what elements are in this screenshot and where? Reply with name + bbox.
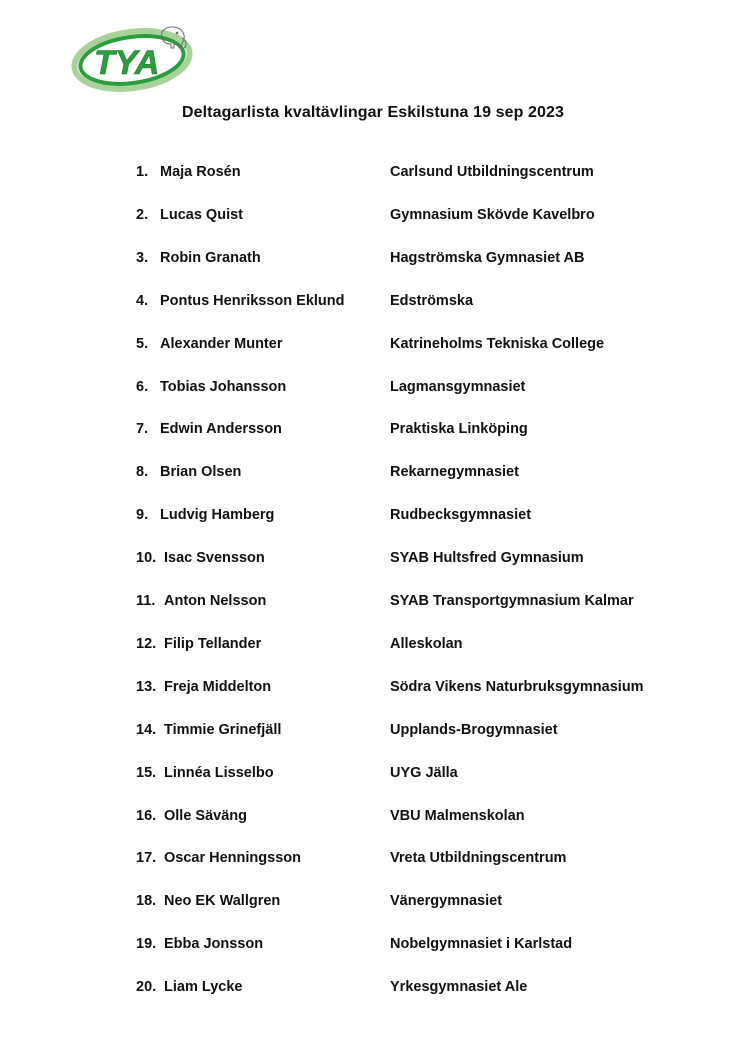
participant-number: 9. bbox=[136, 507, 149, 524]
participant-school: Vänergymnasiet bbox=[390, 893, 503, 910]
participant-row bbox=[0, 290, 746, 312]
participant-row bbox=[0, 805, 746, 827]
participant-school: Edströmska bbox=[390, 292, 474, 309]
participant-number: 3. bbox=[136, 249, 149, 266]
participant-name: Robin Granath bbox=[160, 249, 261, 266]
tya-logo-text: TYA bbox=[94, 44, 160, 82]
participant-school: Vreta Utbildningscentrum bbox=[390, 850, 567, 867]
participant-row bbox=[0, 161, 746, 183]
participant-number: 10. bbox=[136, 550, 157, 567]
participant-number: 14. bbox=[136, 721, 157, 738]
participant-school: Katrineholms Tekniska College bbox=[390, 335, 605, 352]
participant-row bbox=[0, 333, 746, 355]
tya-logo bbox=[70, 18, 198, 94]
participant-row bbox=[0, 418, 746, 440]
participant-school: Rudbecksgymnasiet bbox=[390, 507, 532, 524]
participant-number: 18. bbox=[136, 893, 157, 910]
participant-school: Lagmansgymnasiet bbox=[390, 378, 526, 395]
participant-number: 1. bbox=[136, 164, 149, 180]
participant-school: Södra Vikens Naturbruksgymnasium bbox=[390, 678, 644, 695]
participant-name: Tobias Johansson bbox=[160, 378, 287, 395]
participant-number: 5. bbox=[136, 335, 149, 352]
participant-school: Rekarnegymnasiet bbox=[390, 464, 519, 481]
participant-number: 19. bbox=[136, 936, 157, 953]
participant-school: VBU Malmenskolan bbox=[390, 807, 525, 824]
participant-name: Lucas Quist bbox=[160, 206, 243, 223]
participant-row bbox=[0, 504, 746, 526]
participant-name: Isac Svensson bbox=[164, 550, 265, 567]
participant-name: Linnéa Lisselbo bbox=[164, 764, 274, 781]
participant-school: Carlsund Utbildningscentrum bbox=[390, 164, 594, 180]
participant-row bbox=[0, 247, 746, 269]
participant-name: Oscar Henningsson bbox=[164, 850, 301, 867]
participant-name: Olle Säväng bbox=[164, 807, 248, 824]
tya-logo-graphic bbox=[70, 18, 198, 94]
participant-name: Maja Rosén bbox=[160, 164, 241, 180]
participant-row bbox=[0, 461, 746, 483]
participant-name: Timmie Grinefjäll bbox=[164, 721, 282, 738]
participant-number: 4. bbox=[136, 292, 149, 309]
participant-name: Ebba Jonsson bbox=[164, 936, 264, 953]
participant-row bbox=[0, 976, 746, 998]
participant-number: 7. bbox=[136, 421, 149, 438]
participant-number: 15. bbox=[136, 764, 157, 781]
participant-name: Edwin Andersson bbox=[160, 421, 282, 438]
participant-name: Filip Tellander bbox=[164, 635, 262, 652]
participant-row bbox=[0, 633, 746, 655]
participant-name: Liam Lycke bbox=[164, 979, 243, 996]
participant-number: 13. bbox=[136, 678, 157, 695]
participant-name: Alexander Munter bbox=[160, 335, 283, 352]
participant-row bbox=[0, 933, 746, 955]
participant-row bbox=[0, 847, 746, 869]
participant-number: 20. bbox=[136, 979, 157, 996]
participant-row bbox=[0, 890, 746, 912]
participant-row bbox=[0, 547, 746, 569]
document-title: Deltagarlista kvaltävlingar Eskilstuna 19 sep 2023 bbox=[181, 104, 565, 121]
participant-name: Ludvig Hamberg bbox=[160, 507, 275, 524]
participant-number: 17. bbox=[136, 850, 157, 867]
participant-name: Anton Nelsson bbox=[164, 593, 267, 609]
participant-school: SYAB Hultsfred Gymnasium bbox=[390, 550, 584, 567]
participant-row bbox=[0, 590, 746, 612]
participant-row bbox=[0, 376, 746, 398]
participant-number: 6. bbox=[136, 378, 149, 395]
participant-school: Gymnasium Skövde Kavelbro bbox=[390, 206, 595, 223]
participant-number: 16. bbox=[136, 807, 157, 824]
participant-school: Praktiska Linköping bbox=[390, 421, 528, 438]
participant-row bbox=[0, 676, 746, 698]
participant-number: 8. bbox=[136, 464, 149, 481]
participant-school: SYAB Transportgymnasium Kalmar bbox=[390, 593, 634, 609]
participant-row bbox=[0, 719, 746, 741]
participant-row bbox=[0, 204, 746, 226]
participant-name: Freja Middelton bbox=[164, 678, 272, 695]
participant-school: Upplands-Brogymnasiet bbox=[390, 721, 558, 738]
participant-row bbox=[0, 762, 746, 784]
participant-number: 12. bbox=[136, 635, 157, 652]
participant-school: Alleskolan bbox=[390, 635, 463, 652]
participant-school: Hagströmska Gymnasiet AB bbox=[390, 249, 585, 266]
participant-name: Brian Olsen bbox=[160, 464, 242, 481]
participant-name: Pontus Henriksson Eklund bbox=[160, 292, 345, 309]
participant-school: Nobelgymnasiet i Karlstad bbox=[390, 936, 573, 953]
participant-number: 2. bbox=[136, 206, 149, 223]
participant-school: UYG Jälla bbox=[390, 764, 458, 781]
participant-name: Neo EK Wallgren bbox=[164, 893, 281, 910]
participant-number: 11. bbox=[136, 593, 156, 609]
participant-school: Yrkesgymnasiet Ale bbox=[390, 979, 528, 996]
